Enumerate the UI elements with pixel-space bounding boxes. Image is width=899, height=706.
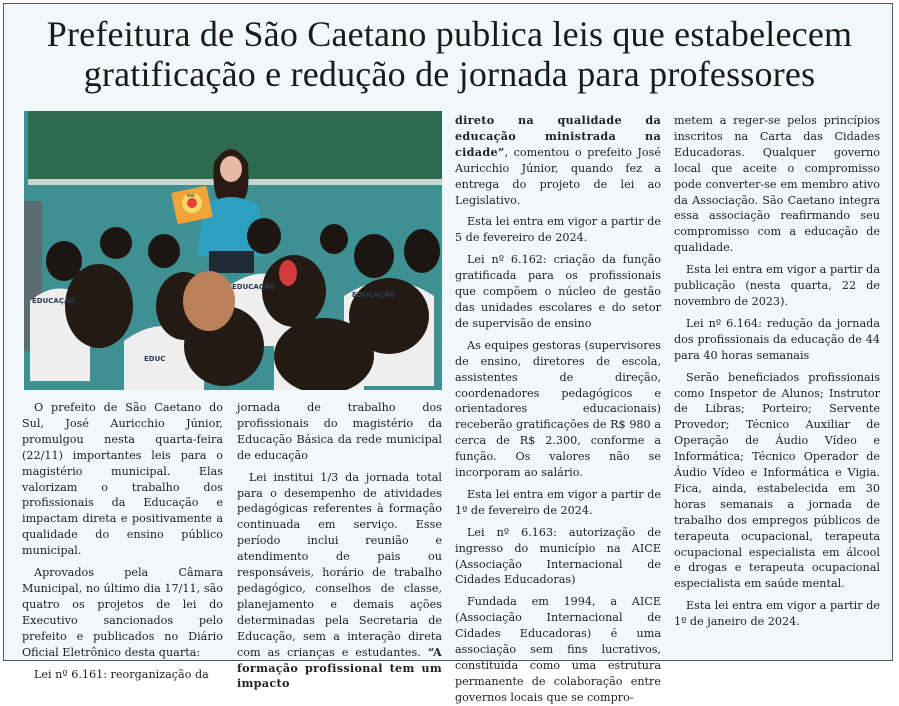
paragraph: Esta lei entra em vigor a partir de 1º de janeiro de 2024. bbox=[674, 599, 880, 629]
paragraph-text: , comentou o prefeito José Auricchio Júnior, quando fez a entrega do projeto de lei ao Legislativo. bbox=[455, 145, 661, 207]
paragraph: Esta lei entra em vigor a partir de 1º de fevereiro de 2024. bbox=[455, 487, 661, 517]
paragraph bbox=[237, 470, 442, 693]
law-6161-heading: Lei nº 6.161: reorganização da bbox=[34, 667, 209, 681]
paragraph-text: Lei institui 1/3 da jornada total para o desempenho de atividades pedagógicas referentes à formação continuada em serviço. Esse período inclui reunião e atendimento de pais ou responsáveis, horário de trabalho pedagógico, conselhos de classe, planejamento e demais ações determinadas pela Secretaria de Educação, sem a interação direta com as crianças e estudantes. bbox=[237, 470, 442, 659]
paragraph: Aprovados pela Câmara Municipal, no último dia 17/11, são quatro os projetos de lei do Executivo sancionados pelo prefeito e publicados no Diário Oficial Eletrônico desta quarta: bbox=[22, 566, 223, 659]
law-6164-heading: Lei nº 6.164: redução da jornada dos profissionais da educação de 44 para 40 horas semanais bbox=[674, 316, 880, 362]
headline bbox=[0, 14, 899, 94]
column-2 bbox=[237, 400, 442, 692]
paragraph: Fundada em 1994, a AICE (Associação Internacional de Cidades Educadoras) é uma associação sem fins lucrativos, constituída como uma estrutura permanente de colaboração entre governos locais que se compro- bbox=[455, 595, 661, 704]
paragraph: metem a reger-se pelos princípios inscritos na Carta das Cidades Educadoras. Qualquer governo local que aceite o compromisso pode converter-se em membro ativo da Associação. São Caetano integra essa associação reafirmando seu compromisso com a educação de qualidade. bbox=[674, 114, 880, 255]
shirt-label-3: EDUC bbox=[144, 355, 166, 363]
law-6163-heading: Lei nº 6.163: autorização de ingresso do município na AICE (Associação Internacional de Cidades Educadoras) bbox=[455, 525, 661, 587]
shirt-label-1: EDUCAÇÃO bbox=[32, 297, 76, 305]
shirt-label-4: EDUCAÇÃO bbox=[232, 283, 276, 291]
column-1 bbox=[22, 400, 223, 682]
column-3 bbox=[455, 113, 661, 706]
paragraph: As equipes gestoras (supervisores de ensino, diretores de escola, assistentes de direção, coordenadores pedagógicos e orientadores educacionais) receberão gratificações de R$ 980 a cerca de R$ 2.300, conforme a função. Os valores não se incorporam ao salário. bbox=[455, 338, 661, 480]
headline-line-1: Prefeitura de São Caetano publica leis que estabelecem bbox=[46, 14, 853, 54]
paragraph: jornada de trabalho dos profissionais do magistério da Educação Básica da rede municipal de educação bbox=[237, 401, 442, 462]
paragraph: O prefeito de São Caetano do Sul, José Auricchio Júnior, promulgou nesta quarta-feira (22/11) importantes leis para o magistério municipal. Elas valorizam o trabalho dos profissionais da Educação e impactam direta e positivamente a qualidade do ensino público municipal. bbox=[22, 401, 223, 558]
classroom-photo bbox=[24, 111, 442, 390]
column-4 bbox=[674, 113, 880, 630]
paragraph: Esta lei entra em vigor a partir de 5 de fevereiro de 2024. bbox=[455, 215, 661, 245]
quote-end: direto na qualidade da educação ministrada na cidade” bbox=[455, 113, 661, 159]
book-cover-text: ee bbox=[187, 192, 195, 199]
headline-line-2: gratificação e redução de jornada para professores bbox=[83, 54, 816, 94]
quote-start: “A formação profissional tem um impacto bbox=[237, 644, 442, 691]
paragraph: Esta lei entra em vigor a partir da publicação (nesta quarta, 22 de novembro de 2023). bbox=[674, 263, 880, 308]
paragraph bbox=[455, 113, 661, 208]
paragraph: Serão beneficiados profissionais como Inspetor de Alunos; Instrutor de Libras; Porteiro; Servente Provedor; Técnico Auxiliar de Operação de Áudio Vídeo e Informática; Técnico Operador de Áudio Vídeo e Informática e Vigia. Fica, ainda, estabelecida em 30 horas semanais a jornada de trabalho dos empregos públicos de terapeuta ocupacional, terapeuta ocupacional especialista em álcool e drogas e terapeuta ocupacional especialista em saúde mental. bbox=[674, 370, 880, 591]
law-6162-heading: Lei nº 6.162: criação da função gratificada para os profissionais que compõem o núcleo de gestão das unidades escolares e do setor de supervisão de ensino bbox=[455, 253, 661, 330]
shirt-label-2: EDUCAÇÃO bbox=[352, 291, 396, 299]
